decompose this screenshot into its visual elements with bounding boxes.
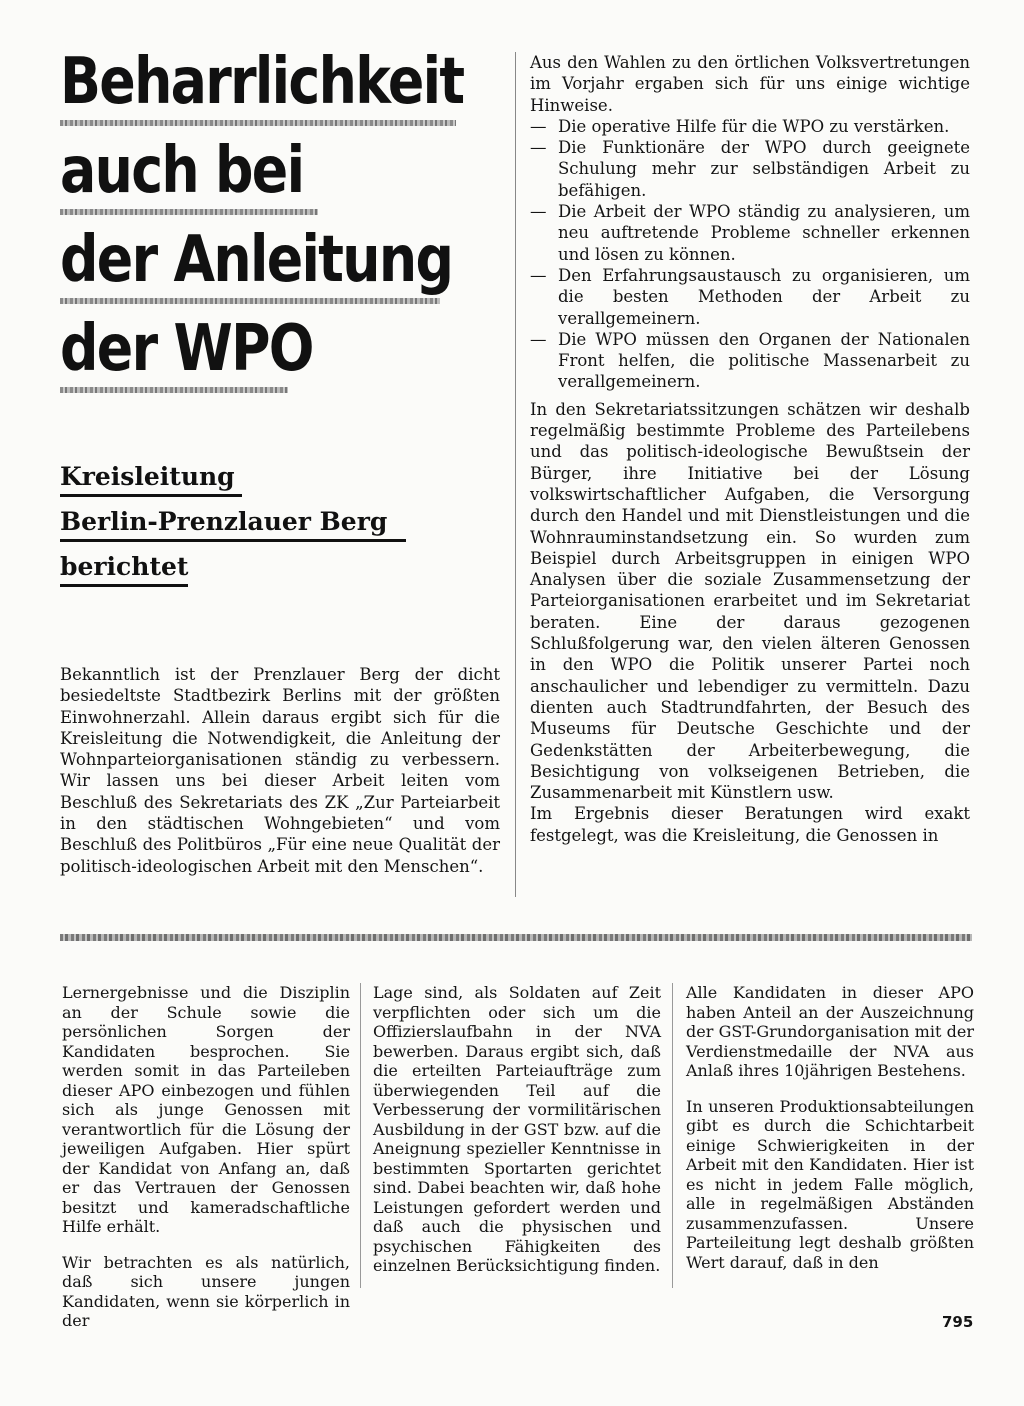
headline [60, 46, 480, 402]
headline-line: Beharrlichkeit [60, 45, 464, 119]
body-paragraph: In unseren Produktionsabteilungen gibt es durch die Schichtarbeit einige Schwierigkeiten in der Arbeit mit den Kandidaten. Hier ist es nicht in jedem Falle möglich, alle in regelmäßigen Abständen zusammenzufassen. Unsere Parteileitung legt deshalb größten Wert darauf, daß in den [686, 1096, 974, 1272]
list-item: — Die Funktionäre der WPO durch geeignete Schulung mehr zur selbständigen Arbeit zu befähigen. [530, 137, 970, 201]
headline-line: auch bei [60, 134, 304, 208]
bottom-column-1 [62, 983, 350, 1331]
left-column [60, 664, 500, 877]
subtitle-underline [60, 539, 406, 542]
body-paragraph: Wir betrachten es als natürlich, daß sich unsere jungen Kandidaten, wenn sie körperlich in der [62, 1252, 350, 1330]
headline-line: der WPO [60, 312, 313, 386]
subtitle-underline [60, 494, 242, 497]
list-item: — Den Erfahrungsaustausch zu organisieren, um die besten Methoden der Arbeit zu verallgemeinern. [530, 265, 970, 329]
bottom-column-3 [686, 983, 974, 1272]
headline-rule [60, 387, 288, 393]
list-item: — Die operative Hilfe für die WPO zu verstärken. [530, 116, 970, 137]
recommendation-list [530, 116, 970, 393]
body-paragraph: In den Sekretariatssitzungen schätzen wir deshalb regelmäßig bestimmte Probleme des Parteilebens und das politisch-ideologische Bewußtsein der Bürger, ihre Initiative bei der Lösung volkswirtschaftlicher Aufgaben, die Versorgung durch den Handel und mit Dienstleistungen und die Wohnrauminstandsetzung ein. So wurden zum Beispiel durch Arbeitsgruppen in einigen WPO Analysen über die soziale Zusammensetzung der Parteiorganisationen erarbeitet und im Sekretariat beraten. Eine der daraus gezogenen Schlußfolgerung war, den vielen älteren Genossen in den WPO die Politik unserer Partei noch anschaulicher und lebendiger zu vermitteln. Dazu dienten auch Stadtrundfahrten, der Besuch des Museums für Deutsche Geschichte und der Gedenkstätten der Arbeiterbewegung, die Besichtigung von volkseigenen Betrieben, die Zusammenarbeit mit Künstlern usw. [530, 399, 970, 803]
page-number: 795 [942, 1313, 974, 1331]
headline-line: der Anleitung [60, 223, 453, 297]
column-divider [515, 52, 516, 897]
subtitle-line: Kreisleitung [60, 462, 235, 491]
intro-paragraph: Bekanntlich ist der Prenzlauer Berg der dicht besiedeltste Stadtbezirk Berlins mit der größten Einwohnerzahl. Allein daraus ergibt sich für die Kreisleitung die Notwendigkeit, die Anleitung der Wohnparteiorganisationen ständig zu verbessern. Wir lassen uns bei dieser Arbeit leiten vom Beschluß des Sekretariats des ZK „Zur Parteiarbeit in den städtischen Wohngebieten“ und vom Beschluß des Politbüros „Für eine neue Qualität der politisch-ideologischen Arbeit mit den Menschen“. [60, 665, 500, 876]
body-paragraph: Im Ergebnis dieser Beratungen wird exakt festgelegt, was die Kreisleitung, die Genossen in [530, 804, 970, 845]
section-divider [60, 934, 972, 941]
headline-rule [60, 120, 456, 126]
lead-paragraph: Aus den Wahlen zu den örtlichen Volksvertretungen im Vorjahr ergaben sich für uns einige wichtige Hinweise. [530, 53, 970, 115]
headline-rule [60, 298, 440, 304]
subtitle-underline [60, 584, 188, 587]
column-divider [672, 983, 673, 1288]
body-paragraph: Lage sind, als Soldaten auf Zeit verpflichten oder sich um die Offizierslaufbahn in der NVA bewerben. Daraus ergibt sich, daß die erteilten Parteiaufträge zum überwiegenden Teil auf die Verbesserung der vormilitärischen Ausbildung in der GST bzw. auf die Aneignung spezieller Kenntnisse in bestimmten Sportarten gerichtet sind. Dabei beachten wir, daß hohe Leistungen gefordert werden und daß auch die physischen und psychischen Fähigkeiten des einzelnen Berücksichtigung finden. [373, 983, 661, 1275]
right-column [530, 52, 970, 846]
headline-rule [60, 209, 318, 215]
bottom-column-2 [373, 983, 661, 1276]
body-paragraph: Alle Kandidaten in dieser APO haben Anteil an der Auszeichnung der GST-Grundorganisation mit der Verdienstmedaille der NVA aus Anlaß ihres 10jährigen Bestehens. [686, 983, 974, 1080]
body-paragraph: Lernergebnisse und die Disziplin an der Schule sowie die persönlichen Sorgen der Kandidaten besprochen. Sie werden somit in das Parteileben dieser APO einbezogen und fühlen sich als junge Genossen mit verantwortlich für die Lösung der jeweiligen Aufgaben. Hier spürt der Kandidat von Anfang an, daß er das Vertrauen der Genossen besitzt und kameradschaftliche Hilfe erhält. [62, 983, 350, 1236]
subtitle-line: Berlin-Prenzlauer Berg [60, 507, 388, 536]
subtitle-line: berichtet [60, 552, 189, 581]
list-item: — Die Arbeit der WPO ständig zu analysieren, um neu auftretende Probleme schneller erkennen und lösen zu können. [530, 201, 970, 265]
subtitle [60, 462, 420, 597]
column-divider [360, 983, 361, 1288]
list-item: — Die WPO müssen den Organen der Nationalen Front helfen, die politische Massenarbeit zu verallgemeinern. [530, 329, 970, 393]
